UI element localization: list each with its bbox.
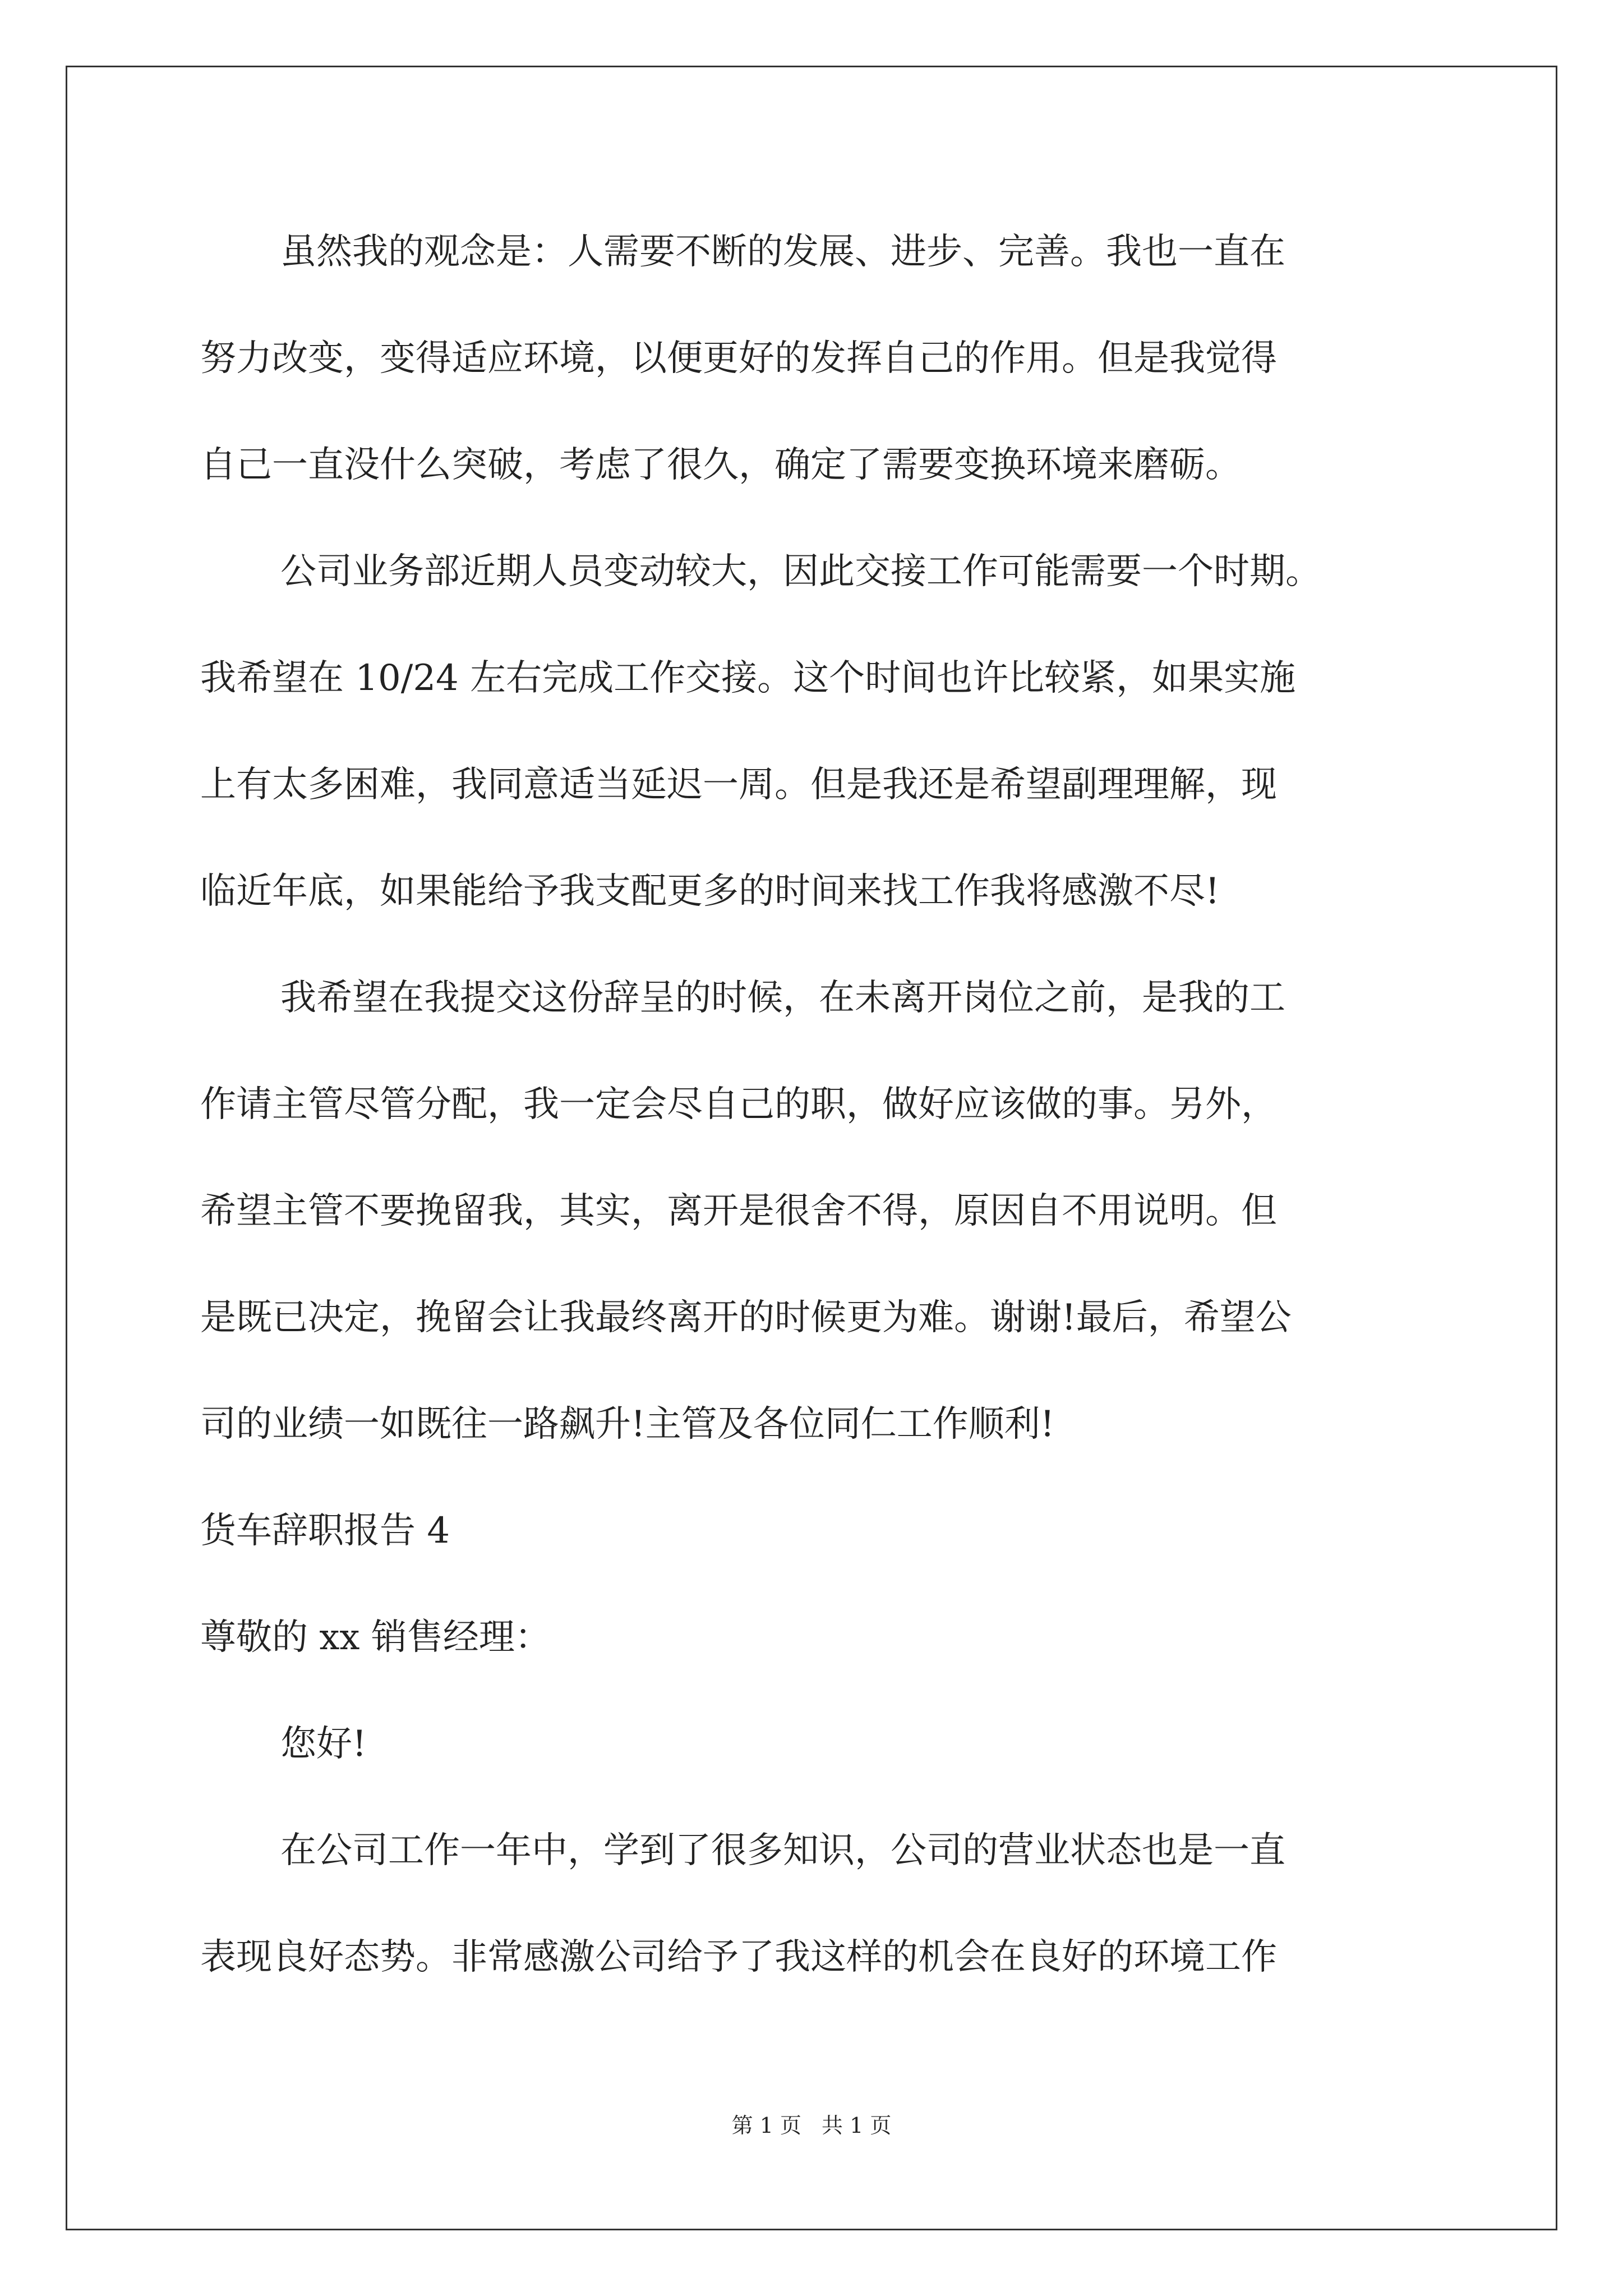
paragraph-line: 努力改变，变得适应环境，以便更好的发挥自己的作用。但是我觉得 [200,338,1277,379]
page-border [66,66,1557,2230]
page-footer [0,2115,1623,2136]
paragraph-line: 临近年底，如果能给予我支配更多的时间来找工作我将感激不尽! [200,871,1220,912]
paragraph-line: 表现良好态势。非常感激公司给予了我这样的机会在良好的环境工作 [200,1936,1277,1978]
paragraph-line: 虽然我的观念是：人需要不断的发展、进步、完善。我也一直在 [280,231,1285,273]
paragraph-line: 我希望在 10/24 左右完成工作交接。这个时间也许比较紧，如果实施 [200,657,1296,699]
paragraph-line: 自己一直没什么突破，考虑了很久，确定了需要变换环境来磨砺。 [200,444,1241,486]
page-total: 共 1 页 [822,2113,892,2138]
greeting: 您好! [280,1723,367,1765]
salutation: 尊敬的 xx 销售经理： [200,1617,551,1658]
page-number: 第 1 页 [731,2113,801,2138]
paragraph-line: 是既已决定，挽留会让我最终离开的时候更为难。谢谢!最后，希望公 [200,1297,1292,1338]
paragraph-line: 在公司工作一年中，学到了很多知识，公司的营业状态也是一直 [280,1830,1285,1871]
paragraph-line: 公司业务部近期人员变动较大，因此交接工作可能需要一个时期。 [280,551,1321,592]
paragraph-line: 我希望在我提交这份辞呈的时候，在未离开岗位之前，是我的工 [280,977,1285,1019]
paragraph-line: 作请主管尽管分配，我一定会尽自己的职，做好应该做的事。另外， [200,1084,1277,1125]
paragraph-line: 上有太多困难，我同意适当延迟一周。但是我还是希望副理理解，现 [200,764,1277,806]
paragraph-line: 司的业绩一如既往一路飙升!主管及各位同仁工作顺利! [200,1404,1055,1445]
paragraph-line: 希望主管不要挽留我，其实，离开是很舍不得，原因自不用说明。但 [200,1190,1277,1232]
section-heading: 货车辞职报告 4 [200,1510,450,1552]
